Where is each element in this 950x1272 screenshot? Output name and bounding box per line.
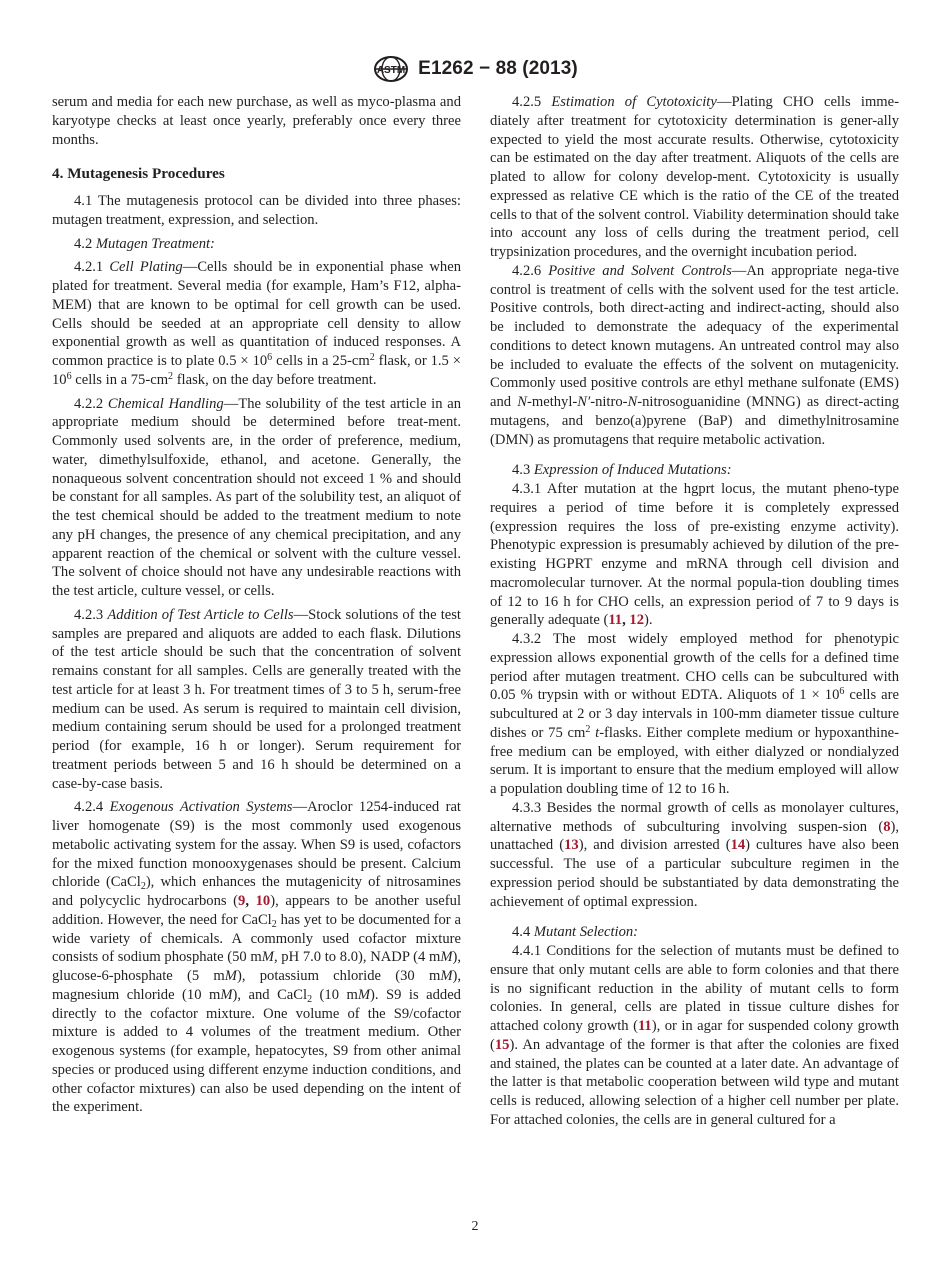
paragraph [490,799,899,912]
reference-link[interactable]: 14 [730,837,746,854]
text-run: Expression of Induced Mutations: [533,462,732,479]
text-run: 4.3.2 The most widely employed method for phenotypic expression allows exponential growth of the cells for a defined time period after mutagen treatment. CHO cells can be subcultured with 0.05 % trypsin with or without EDTA. Aliquots of 1 × 10 [490,631,899,704]
text-run: has yet to be documented for a wide variety of chemicals. A commonly used cofactor mixture consists of sodium phosphate (50 m [52,911,461,966]
left-column [52,93,461,1117]
reference-link[interactable]: 13 [564,837,579,854]
paragraph [490,942,899,1130]
text-run: flask, or 1.5 × 10 [52,353,461,388]
text-run: 2 [140,881,146,893]
text-run: ), and CaCl [232,986,308,1003]
paragraph [52,258,461,389]
text-run: 2 [585,723,591,735]
paragraph [490,262,899,450]
text-run: 4.2.1 [74,259,110,276]
text-run: Addition of Test Article to Cells [107,606,294,623]
text-run: 4.3.1 After mutation at the hgprt locus, the mutant pheno-type requires a period of time before it is completely expressed (expression requires the loss of pre-existing enzyme activity). Phenotypic expression is presumably achieved by dilution of the pre-existing HGPRT enzyme and mRNA through cell division and macromolecular turnover. At the normal popula-tion doubling times of 12 to 16 h for CHO cells, an expression period of 7 to 9 days is generally adequate ( [490,481,899,629]
paragraph [490,630,899,799]
text-run: -nitro- [590,394,628,410]
text-run: M [261,949,274,966]
text-run: 4.3.3 Besides the normal growth of cells as monolayer cultures, alternative methods of subculturing involving suspen-sion ( [490,799,899,835]
text-run: 6 [267,352,273,363]
text-run: M [357,986,371,1003]
text-run: cells are subcultured at 2 or 3 day intervals in 100-mm diameter tissue culture dishes or 75 cm [490,687,899,741]
text-run: 2 [307,993,313,1005]
text-run: 4.1 The mutagenesis protocol can be divided into three phases: mutagen treatment, expression, and selection. [52,193,461,228]
text-run: —An appropriate nega-tive control is treatment of cells with the solvent used for the test article. Positive controls, both direct-acting and indirect-acting, should also be included to demonstrate the adequacy of the experimental conditions to detect known mutagens. An untreated control may also be included to evaluate the effects of the solvent on mutagenicity. Commonly used positive controls are ethyl methane sulfonate (EMS) and [490,262,899,410]
text-run: 4. Mutagenesis Procedures [52,165,225,183]
text-run: ), potassium chloride (30 m [236,968,441,984]
text-run: ), magnesium chloride (10 m [52,968,461,1003]
text-run: Mutant Selection: [533,924,639,941]
text-run: , pH 7.0 to 8.0), NADP (4 m [273,949,441,966]
text-run: serum and media for each new purchase, as well as myco-plasma and karyotype checks at least once yearly, preferably once every three months. [52,94,461,148]
text-run: ) cultures have also been successful. The use of a particular subculture regimen in the expression period should be substantiated by data demonstrating the achievement of optimal expression. [490,837,900,910]
astm-logo-icon [372,55,410,83]
text-run: M [220,986,233,1003]
text-run: cells in a 75-cm [71,371,169,388]
paragraph [490,93,899,262]
text-run: Estimation of Cytotoxicity [551,94,717,110]
text-run: 4.4.1 Conditions for the selection of mutants must be defined to ensure that only mutant cells are able to form colonies and that there is no significant reduction in the ability of mutant cells to form colonies. In general, cells are plated in tissue culture dishes for attached colony growth ( [490,943,899,1034]
reference-link[interactable]: 12 [629,612,644,629]
text-run: —The solubility of the test article in an appropriate medium should be determined before treat-ment. Commonly used solvents are, in the order of preference, medium, water, dimethylsulfoxide, ethanol, and acetone. Generally, the nonaqueous solvent concentration should not exceed 1 % and should be constant for all samples. As part of the solubility test, an aliquot of the test chemical should be added to the treatment medium to note any pH changes, the presence of any chemical precipitation, and any apparent reaction of the chemical or solvent with the culture vessel. The solvent of choice should not have any undesirable reactions with the test article, culture vessel, or cells. [52,395,462,599]
paragraph [52,395,461,601]
text-run: N [627,394,638,410]
text-run: ), unattached ( [490,818,899,854]
text-run: ), appears to be another useful addition. However, the need for CaCl [52,893,461,928]
text-run: -nitrosoguanidine (MNNG) as direct-acting mutagens, and benzo(a)pyrene (BaP) and dimethylnitrosamine (DMN) as promutagens that require metabolic activation. [490,394,899,448]
text-run: ), glucose-6-phosphate (5 m [52,949,461,984]
section-heading [52,165,461,184]
text-run: 6 [66,370,72,382]
text-run: M [440,968,453,984]
text-run: Chemical Handling [107,395,224,412]
text-run: 4.2 [74,235,96,252]
text-run: 4.2.5 [512,94,552,110]
text-run: Positive and Solvent Controls [548,262,732,279]
text-run: 2 [271,918,277,930]
text-run: M [440,949,453,966]
page-number: 2 [471,1219,479,1234]
text-run: , [245,893,256,909]
paragraph [490,461,899,480]
right-column [490,93,899,1130]
reference-link[interactable]: 11 [608,612,623,629]
text-run: t [595,724,600,741]
reference-link[interactable]: 11 [637,1018,652,1034]
text-run: 2 [168,370,174,382]
reference-link[interactable]: 15 [494,1036,510,1053]
reference-link[interactable]: 10 [255,893,271,909]
text-run: 6 [839,686,845,698]
paragraph [490,923,899,942]
paragraph [52,798,461,1117]
text-run: -methyl- [527,394,578,410]
text-run: Mutagen Treatment: [95,235,215,252]
text-run: 4.4 [512,924,534,941]
page-header [0,54,950,84]
text-run: ), or in agar for suspended colony growth ( [490,1018,899,1053]
text-run: 2 [369,352,375,363]
text-run: 4.2.4 [74,799,110,816]
text-run: , [622,612,630,629]
text-run: —Cells should be in exponential phase when plated for treatment. Several media (for example, Ham’s F12, alpha-MEM) that are known to be optimal for cell growth can be used. Cells should be seeded at an appropriate cell density to allow exponential growth as well as quantitation of induced responses. A common practice is to plate 0.5 × 10 [52,259,461,369]
reference-link[interactable]: 8 [883,818,891,835]
text-run: N [517,394,528,410]
text-run: ), and division arrested ( [578,837,731,854]
text-run: 4.2.3 [74,606,108,623]
text-run: -flasks. Either complete medium or hypoxanthine-free medium can be employed, with either dialyzed or nondialyzed serum. It is important to ensure that the medium employed will allow a population doubling time of 12 to 16 h. [490,724,899,797]
text-run: 4.3 [512,462,534,479]
text-run: —Aroclor 1254-induced rat liver homogenate (S9) is the most commonly used exogenous metabolic activating system for the assay. When S9 is used, cofactors for the mixed function monooxygenases should be present. Calcium chloride (CaCl [52,799,461,891]
text-run: ), which enhances the mutagenicity of nitrosamines and polycyclic hydrocarbons ( [52,874,461,909]
text-run: N′ [577,394,591,410]
text-run: ). An advantage of the former is that after the colonies are fixed and stained, the plates can be counted at a later date. An advantage of the latter is that metabolic cooperation between wild type and mutant cells is reduced, allowing selection of a higher cell number per plate. For attached colonies, the cells are in general cultured for a [490,1036,899,1128]
text-run: M [224,968,237,984]
paragraph [52,235,461,254]
text-run: flask, on the day before treatment. [173,371,377,388]
document-id: E1262 − 88 (2013) [418,58,578,79]
text-run: 4.2.6 [512,262,549,279]
paragraph [52,93,461,149]
text-run: (10 m [312,986,358,1003]
text-run: —Stock solutions of the test samples are prepared and aliquots are added to each flask. Dilutions of the test article should be such that the concentration of solvent remains constant for all samples. Cells are generally treated with the test article for at least 3 h. For treatment times of 3 to 5 h, serum-free medium can be used. As serum is required to maintain cell division, medium containing serum should be used for a prolonged treatment period (for example, 16 h or longer). Serum requirement for treatment periods between 5 and 16 h should be determined on a case-by-case basis. [52,606,461,792]
paragraph [52,192,461,230]
text-run: Exogenous Activation Systems [109,799,293,816]
paragraph [52,606,461,794]
text-run: —Plating CHO cells imme-diately after treatment for cytotoxicity determination is gener-ally expected to yield the most accurate results. Otherwise, cytotoxicity can be estimated on the day after treatment. Aliquots of the cells are plated to allow for colony develop-ment. Cytotoxicity is usually expressed as relative CE which is the ratio of the CE of the treated cells to that of the solvent control. Viability determination should take into account any loss of cells during the treatment period, cell trypsinization procedures, and the overnight incubation period. [490,94,899,260]
svg-text:ASTM: ASTM [377,65,406,76]
text-run: Cell Plating [109,259,183,276]
paragraph [490,480,899,630]
text-run: cells in a 25-cm [272,353,370,369]
reference-link[interactable]: 9 [238,893,246,909]
text-run: 4.2.2 [74,395,108,412]
text-run: ). [644,612,653,629]
text-run: ). S9 is added directly to the cofactor mixture. One volume of the S9/cofactor mixture is added to 4 volumes of the treatment medium. Other exogenous systems (for example, hepatocytes, S9 from other animal species or produced using different enzyme induction conditions, and other cofactor mixtures) can also be used depending on the intent of the experiment. [52,986,461,1116]
